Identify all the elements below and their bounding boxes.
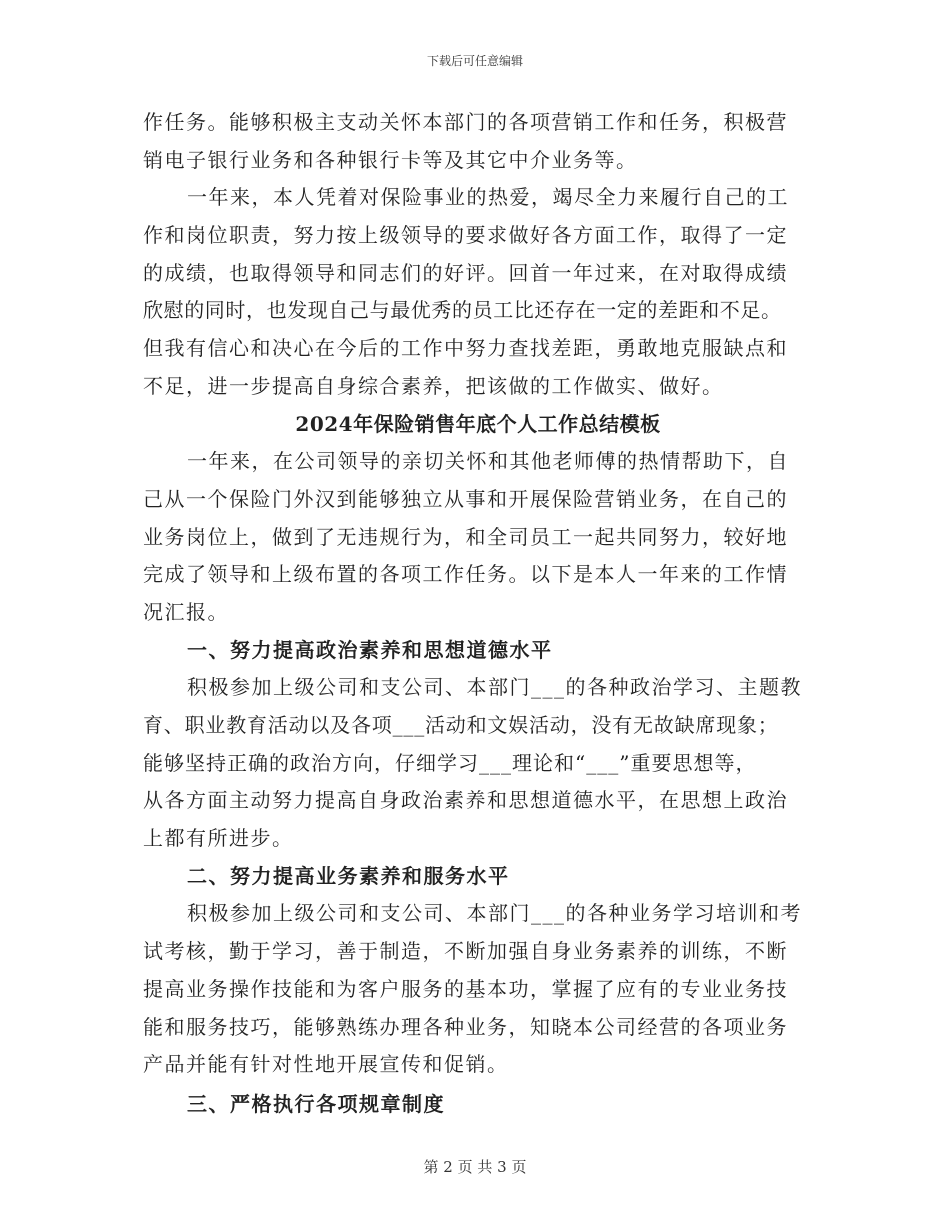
body-line: 作任务。能够积极主支动关怀本部门的各项营销工作和任务，积极营 <box>143 110 788 134</box>
body-line: 育、职业教育活动以及各项___活动和文娱活动，没有无故缺席现象； <box>143 713 779 737</box>
page-footer: 第 2 页 共 3 页 <box>423 1158 527 1176</box>
body-line: 不足，进一步提高自身综合素养，把该做的工作做实、做好。 <box>143 373 724 398</box>
body-line: 从各方面主动努力提高自身政治素养和思想道德水平，在思想上政治 <box>143 788 788 813</box>
body-line: 的成绩，也取得领导和同志们的好评。回首一年过来，在对取得成绩 <box>143 260 788 285</box>
paragraph-start: 一年来，在公司领导的亲切关怀和其他老师傅的热情帮助下，自 <box>187 449 789 474</box>
body-line: 完成了领导和上级布置的各项工作任务。以下是本人一年来的工作情 <box>143 562 788 587</box>
document-body <box>143 104 813 1124</box>
section-heading-1: 一、努力提高政治素养和思想道德水平 <box>187 637 553 662</box>
body-line: 销电子银行业务和各种银行卡等及其它中介业务等。 <box>143 147 638 172</box>
body-line: 提高业务操作技能和为客户服务的基本功，掌握了应有的专业业务技 <box>143 976 788 1001</box>
body-line: 欣慰的同时，也发现自己与最优秀的员工比还存在一定的差距和不足。 <box>143 298 782 323</box>
body-line: 作和岗位职责，努力按上级领导的要求做好各方面工作，取得了一定 <box>143 223 788 248</box>
paragraph-start: 一年来，本人凭着对保险事业的热爱，竭尽全力来履行自己的工 <box>187 185 789 210</box>
section-heading-3: 三、严格执行各项规章制度 <box>187 1091 445 1116</box>
body-line: 产品并能有针对性地开展宣传和促销。 <box>143 1052 509 1077</box>
paragraph-start: 积极参加上级公司和支公司、本部门___的各种业务学习培训和考 <box>187 901 802 926</box>
page-header: 下载后可任意编辑 <box>426 54 523 68</box>
body-line: 但我有信心和决心在今后的工作中努力查找差距，勇敢地克服缺点和 <box>143 336 788 361</box>
document-title: 2024年保险销售年底个人工作总结模板 <box>295 411 661 436</box>
section-heading-2: 二、努力提高业务素养和服务水平 <box>187 863 510 888</box>
paragraph-start: 积极参加上级公司和支公司、本部门___的各种政治学习、主题教 <box>187 675 802 700</box>
body-line: 上都有所进步。 <box>143 826 294 851</box>
body-line: 己从一个保险门外汉到能够独立从事和开展保险营销业务，在自己的 <box>143 486 788 511</box>
body-line: 能和服务技巧，能够熟练办理各种业务，知晓本公司经营的各项业务 <box>143 1014 788 1039</box>
body-line: 试考核，勤于学习，善于制造，不断加强自身业务素养的训练，不断 <box>143 939 788 964</box>
body-line: 能够坚持正确的政治方向，仔细学习___理论和“___”重要思想等， <box>143 750 757 775</box>
body-line: 况汇报。 <box>143 599 229 624</box>
body-line: 业务岗位上，做到了无违规行为，和全司员工一起共同努力，较好地 <box>143 524 788 549</box>
